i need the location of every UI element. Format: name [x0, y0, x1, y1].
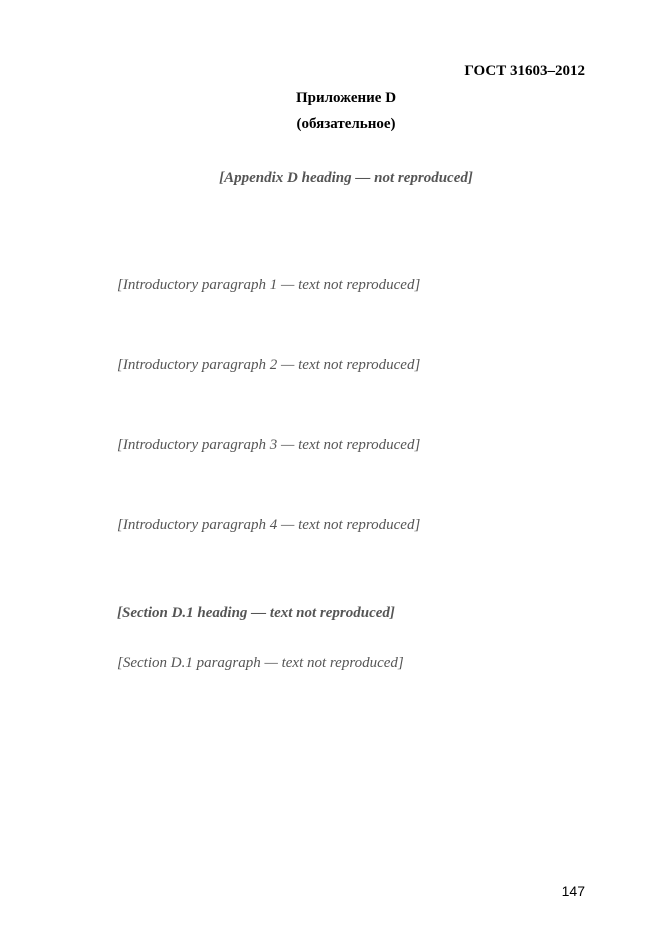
- page-number: 147: [561, 883, 585, 899]
- appendix-status: (обязательное): [296, 116, 396, 132]
- appendix-heading: [Appendix D heading — not reproduced]: [219, 170, 473, 186]
- intro-paragraph-2: [Introductory paragraph 2 — text not reproduced]: [117, 357, 421, 373]
- section-d1-paragraph: [Section D.1 paragraph — text not reproduced]: [117, 655, 404, 671]
- section-d1-heading: [Section D.1 heading — text not reproduced]: [117, 605, 395, 621]
- standard-designation: ГОСТ 31603–2012: [464, 63, 585, 79]
- appendix-title: Приложение D: [295, 90, 397, 106]
- intro-paragraph-3: [Introductory paragraph 3 — text not reproduced]: [117, 437, 421, 453]
- intro-paragraph-1: [Introductory paragraph 1 — text not reproduced]: [117, 277, 421, 293]
- intro-paragraph-4: [Introductory paragraph 4 — text not reproduced]: [117, 517, 421, 533]
